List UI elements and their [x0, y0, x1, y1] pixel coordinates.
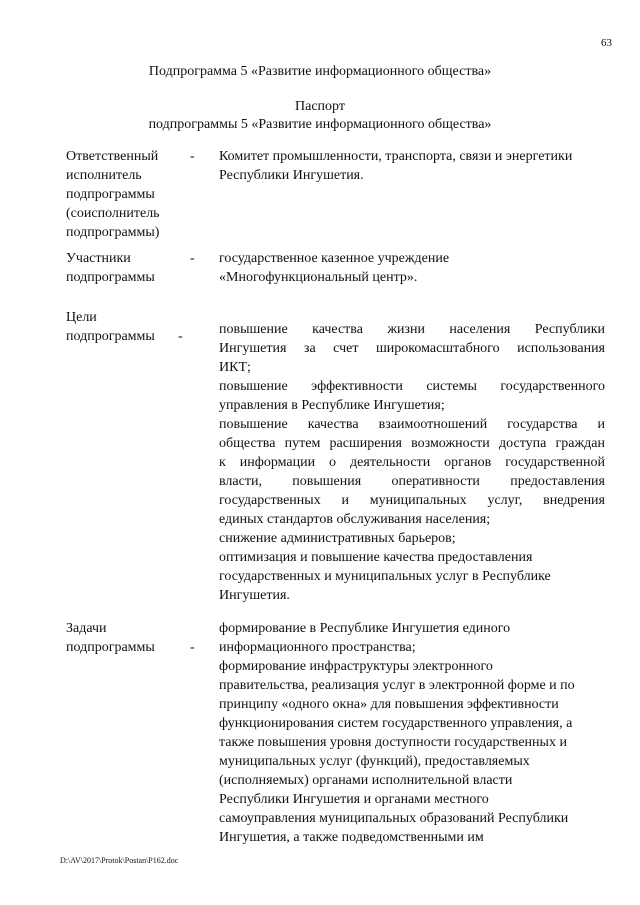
- content-line: «Многофункциональный центр».: [219, 270, 418, 285]
- content-line: правительства, реализация услуг в электронной форме и по: [219, 678, 575, 693]
- content-line: снижение административных барьеров;: [219, 531, 456, 546]
- content-line: государственных и муниципальных услуг в Республике: [219, 569, 551, 584]
- goals-dash: -: [178, 329, 183, 344]
- goals-label: [66, 308, 155, 346]
- content-line: принципу «одного окна» для повышения эффективности: [219, 697, 559, 712]
- participants-dash: -: [190, 251, 195, 266]
- content-line: государственное казенное учреждение: [219, 251, 450, 266]
- label-line: подпрограммы: [66, 329, 155, 344]
- tasks-label: [66, 619, 155, 657]
- content-line: Ингушетия, а также подведомственными им: [219, 830, 484, 845]
- label-line: исполнитель: [66, 168, 142, 183]
- label-line: подпрограммы: [66, 187, 155, 202]
- tasks-content: [219, 619, 605, 847]
- content-line: повышение эффективности системы государственного: [219, 379, 605, 394]
- tasks-dash: -: [190, 640, 195, 655]
- content-line: самоуправления муниципальных образований Республики: [219, 811, 569, 826]
- content-line: государственных и муниципальных услуг, внедрения: [219, 493, 605, 508]
- page-number: 63: [601, 37, 612, 49]
- label-line: подпрограммы: [66, 640, 155, 655]
- label-line: подпрограммы: [66, 270, 155, 285]
- content-line: также повышения уровня доступности государственных и: [219, 735, 567, 750]
- content-line: (исполняемых) органами исполнительной власти: [219, 773, 513, 788]
- label-line: подпрограммы): [66, 225, 160, 240]
- footer-file-path: D:\AV\2017\Protok\Postan\P162.doc: [60, 856, 179, 865]
- participants-content: [219, 249, 605, 287]
- label-line: Ответственный: [66, 149, 159, 164]
- label-line: Задачи: [66, 621, 107, 636]
- content-line: повышение качества взаимоотношений государства и: [219, 417, 605, 432]
- goals-content: [219, 320, 605, 605]
- content-line: Ингушетия.: [219, 588, 290, 603]
- content-line: муниципальных услуг (функций), предоставляемых: [219, 754, 530, 769]
- content-line: информационного пространства;: [219, 640, 416, 655]
- content-line: формирование в Республике Ингушетия единого: [219, 621, 511, 636]
- content-line: функционирования систем государственного управления, а: [219, 716, 573, 731]
- content-line: власти, повышения оперативности предоставления: [219, 474, 605, 489]
- content-line: общества путем расширения возможности доступа граждан: [219, 436, 605, 451]
- content-line: повышение качества жизни населения Республики: [219, 322, 605, 337]
- document-title: Подпрограмма 5 «Развитие информационного общества»: [148, 64, 492, 79]
- content-line: единых стандартов обслуживания населения;: [219, 512, 491, 527]
- content-line: к информации о деятельности органов государственной: [219, 455, 605, 470]
- content-line: управления в Республике Ингушетия;: [219, 398, 445, 413]
- responsible-label: [66, 147, 160, 242]
- label-line: (соисполнитель: [66, 206, 160, 221]
- content-line: Республики Ингушетия и органами местного: [219, 792, 489, 807]
- content-line: Ингушетия за счет широкомасштабного использования: [219, 341, 605, 356]
- content-line: Республики Ингушетия.: [219, 168, 364, 183]
- content-line: формирование инфраструктуры электронного: [219, 659, 493, 674]
- responsible-dash: -: [190, 149, 195, 164]
- passport-heading: Паспорт: [295, 99, 345, 114]
- content-line: оптимизация и повышение качества предоставления: [219, 550, 533, 565]
- label-line: Участники: [66, 251, 131, 266]
- participants-label: [66, 249, 155, 287]
- content-line: Комитет промышленности, транспорта, связи и энергетики: [219, 149, 573, 164]
- responsible-content: [219, 147, 605, 185]
- passport-subheading: подпрограммы 5 «Развитие информационного общества»: [148, 117, 492, 132]
- content-line: ИКТ;: [219, 360, 251, 375]
- label-line: Цели: [66, 310, 97, 325]
